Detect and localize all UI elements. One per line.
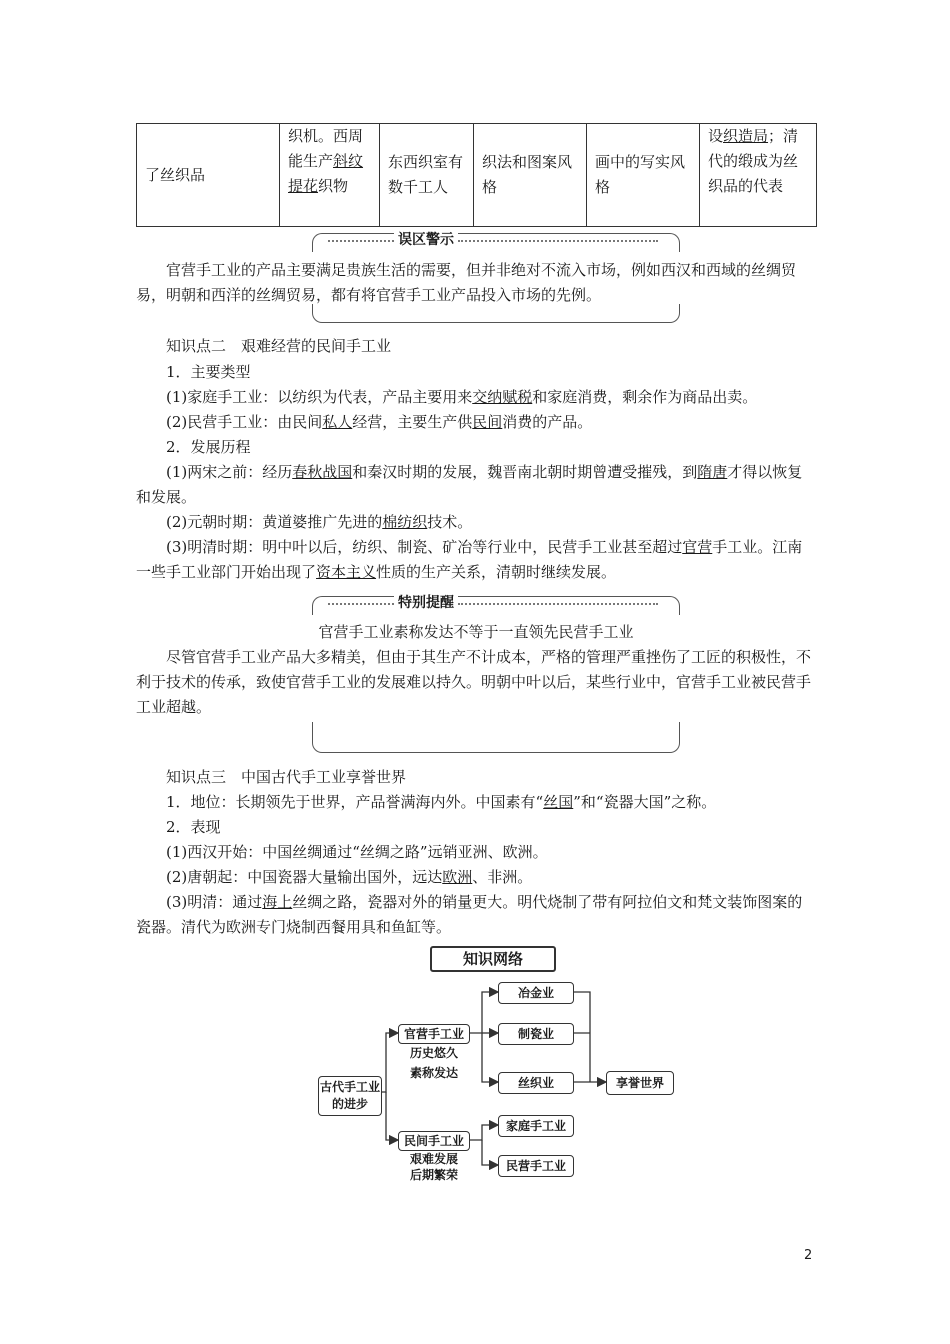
table-cell: 设织造局；清代的缎成为丝织品的代表: [700, 124, 817, 227]
network-header: 知识网络: [430, 946, 556, 972]
result-node: 享誉世界: [606, 1071, 674, 1095]
paragraph: (2)元朝时期：黄道婆推广先进的棉纺织技术。: [166, 513, 473, 531]
table-cell: 画中的写实风格: [587, 124, 700, 227]
subheading: 1．主要类型: [166, 363, 251, 381]
min-sub: 后期繁荣: [409, 1168, 458, 1182]
warning-text: 官营手工业的产品主要满足贵族生活的需要，但并非绝对不流入市场，例如西汉和西域的丝绸贸易，明朝和西洋的丝绸贸易，都有将官营手工业产品投入市场的先例。: [136, 261, 797, 304]
divider: [458, 240, 658, 242]
guan-sub: 素称发达: [409, 1066, 458, 1080]
warning-box-bottom: [312, 304, 680, 323]
divider: [328, 240, 394, 242]
page-number: 2: [804, 1248, 813, 1263]
table-row: [137, 124, 817, 227]
section-title: 知识点二 艰难经营的民间手工业: [166, 337, 392, 355]
paragraph: (2)民营手工业：由民间私人经营，主要生产供民间消费的产品。: [166, 413, 593, 431]
guan-node: 官营手工业: [398, 1024, 470, 1044]
warning-tag: 误区警示: [394, 231, 458, 249]
subheading: 2．表现: [166, 818, 221, 836]
paragraph: (2)唐朝起：中国瓷器大量输出国外，远达欧洲、非洲。: [166, 868, 533, 886]
reminder-heading: 官营手工业素称发达不等于一直领先民营手工业: [318, 623, 634, 641]
paragraph: 1．地位：长期领先于世界，产品誉满海内外。中国素有“丝国”和“瓷器大国”之称。: [166, 793, 717, 811]
paragraph: (1)家庭手工业：以纺织为代表，产品主要用来交纳赋税和家庭消费，剩余作为商品出卖。: [166, 388, 758, 406]
leaf-node: 丝织业: [498, 1072, 574, 1094]
min-node: 民间手工业: [398, 1131, 470, 1151]
paragraph: (3)明清时期：明中叶以后，纺织、制瓷、矿冶等行业中，民营手工业甚至超过官营手工业。江南一些手工业部门开始出现了资本主义性质的生产关系，清朝时继续发展。: [136, 538, 803, 581]
divider: [458, 603, 658, 605]
leaf-node: 冶金业: [498, 982, 574, 1004]
reminder-tag: 特别提醒: [394, 594, 458, 612]
reminder-box-bottom: [312, 722, 680, 753]
warning-box-top: [312, 233, 680, 252]
min-sub: 艰难发展: [409, 1152, 458, 1166]
subheading: 2．发展历程: [166, 438, 251, 456]
section-title: 知识点三 中国古代手工业享誉世界: [166, 768, 407, 786]
table-cell: 东西织室有数千工人: [380, 124, 474, 227]
table-cell: 织法和图案风格: [474, 124, 587, 227]
leaf-node: 家庭手工业: [498, 1115, 574, 1137]
leaf-node: 民营手工业: [498, 1155, 574, 1177]
guan-sub: 历史悠久: [409, 1046, 458, 1060]
paragraph: (1)西汉开始：中国丝绸通过“丝绸之路”远销亚洲、欧洲。: [166, 843, 548, 861]
table-cell: 了丝织品: [137, 124, 280, 227]
leaf-node: 制瓷业: [498, 1023, 574, 1045]
root-node: 古代手工业的进步: [318, 1076, 382, 1116]
divider: [328, 603, 394, 605]
reminder-box-top: [312, 596, 680, 615]
paragraph: (3)明清：通过海上丝绸之路，瓷器对外的销量更大。明代烧制了带有阿拉伯文和梵文装饰图案的瓷器。清代为欧洲专门烧制西餐用具和鱼缸等。: [136, 893, 803, 936]
paragraph: (1)两宋之前：经历春秋战国和秦汉时期的发展，魏晋南北朝时期曾遭受摧残，到隋唐才得以恢复和发展。: [136, 463, 803, 506]
table-cell: 织机。西周能生产斜纹提花织物: [280, 124, 380, 227]
comparison-table-row: [136, 123, 817, 227]
reminder-text: 尽管官营手工业产品大多精美，但由于其生产不计成本，严格的管理严重挫伤了工匠的积极性，不利于技术的传承，致使官营手工业的发展难以持久。明朝中叶以后，某些行业中，官营手工业被民营手工业超越。: [136, 648, 812, 716]
